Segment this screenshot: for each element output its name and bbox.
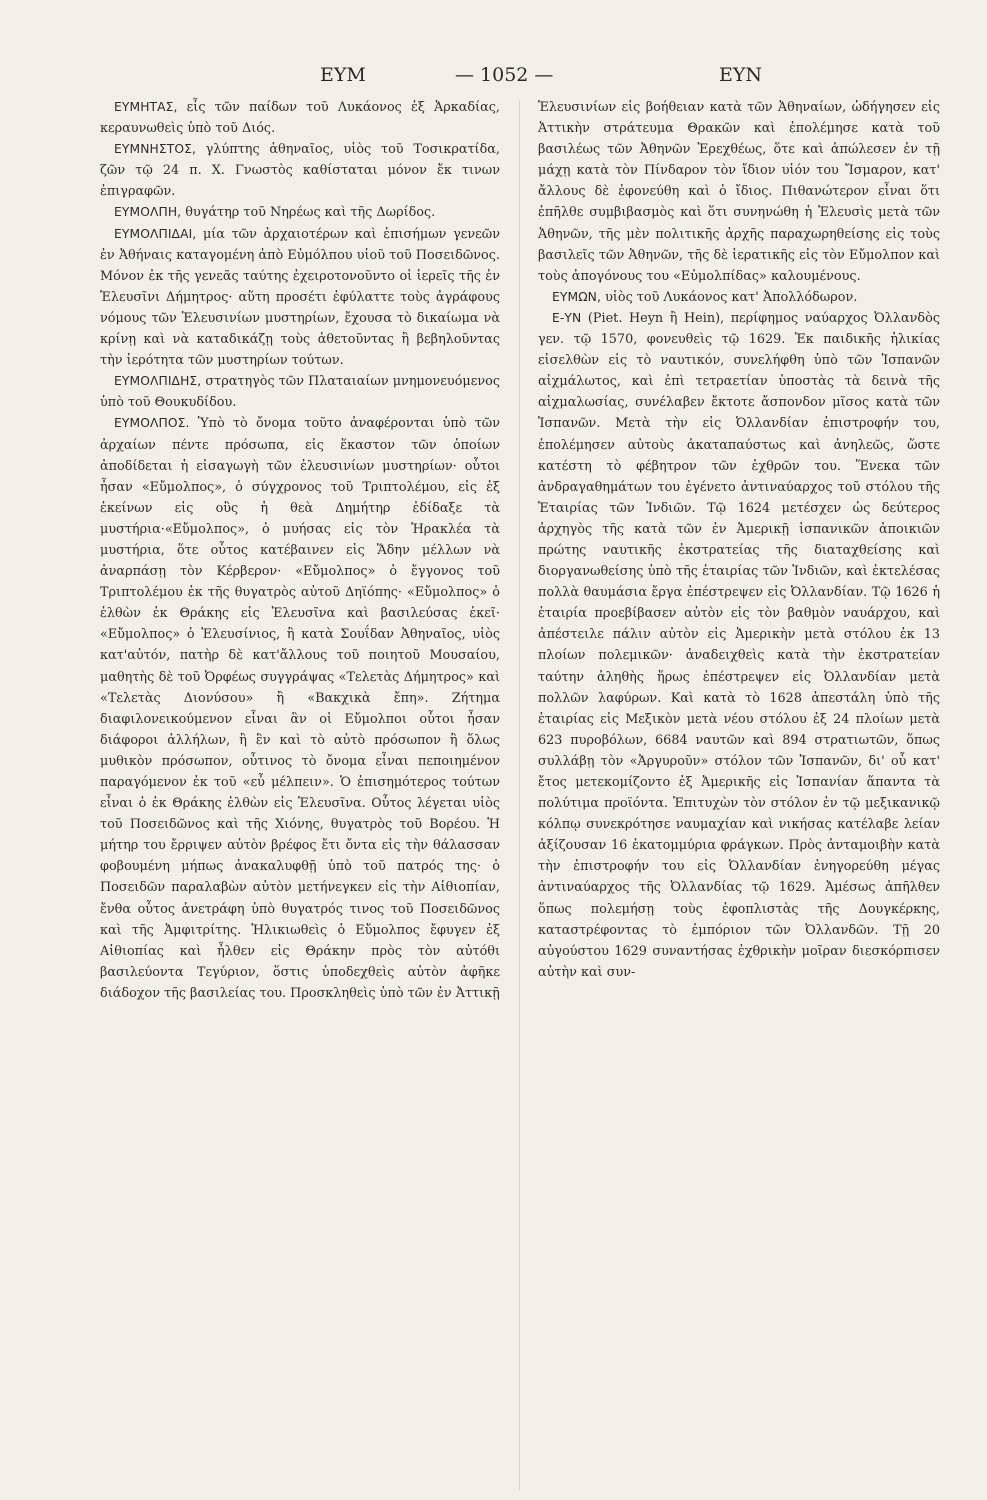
entry-text: υἱὸς τοῦ Λυκάονος κατ' Ἀπολλόδωρον. (601, 289, 858, 305)
entry-text: μία τῶν ἀρχαιοτέρων καὶ ἐπισήμων γενεῶν ἐν Ἀθήναις καταγομένη ἀπὸ Εὐμόλπου υἱοῦ τοῦ Ποσειδῶνος. Μόνον ἐκ τῆς γενεᾶς ταύτης ἐχειροτονοῦντο οἱ ἱερεῖς τῆς ἐν Ἐλευσῖνι Δήμητρος· αὕτη προσέτι ἐφύλαττε τοὺς ἀγράφους νόμους τῶν Ἐλευσινίων μυστηρίων, ἔχουσα τὸ δικαίωμα νὰ κρίνῃ καὶ νὰ καταδικάζῃ τοὺς ἀθετοῦντας ἢ βεβηλοῦντας τὴν ἱερότητα τῶν μυστηρίων τούτων. (100, 226, 500, 369)
entry-lemma: ΕΥΜΩΝ, (552, 289, 601, 304)
entry-lemma: ΕΥΜΟΛΠΙΔΗΣ, (114, 374, 202, 389)
entry (538, 287, 940, 308)
entry-text: Ὑπὸ τὸ ὄνομα τοῦτο ἀναφέρονται ὑπὸ τῶν ἀρχαίων πέντε πρόσωπα, εἰς ἕκαστον τῶν ὁποίων ἀποδίδεται ἡ εἰσαγωγὴ τῶν ἐλευσινίων μυστηρίων· οὗτοι ἦσαν «Εὔμολπος», ὁ σύγχρονος τοῦ Τριπτολέμου, εἰς ἐξ ἐκείνων εἰς οὓς ἡ θεὰ Δημήτηρ ἐδίδαξε τὰ μυστήρια·«Εὔμολπος», ὁ μυήσας εἰς τὸν Ἡρακλέα τὰ μυστήρια, ὅτε οὗτος κατέβαινεν εἰς Ἅδην μέλλων νὰ ἀναρπάσῃ τὸν Κέρβερον· «Εὔμολπος» ὁ ἔγγονος τοῦ Τριπτολέμου ἐκ τῆς θυγατρὸς αὐτοῦ Δηϊόπης· «Εὔμολπος» ὁ ἐλθὼν ἐκ Θράκης εἰς Ἐλευσῖνα καὶ βασιλεύσας ἐκεῖ· «Εὔμολπος» ὁ Ἐλευσίνιος, ἢ κατὰ Σουΐδαν Ἀθηναῖος, υἱὸς κατ'αὐτόν, πατὴρ δὲ κατ'ἄλλους τοῦ ποιητοῦ Μουσαίου, μαθητὴς δὲ τοῦ Ὀρφέως συγγράψας «Τελετὰς Δήμητρος» καὶ «Τελετὰς Διονύσου» ἢ «Βακχικὰ ἔπη». Ζήτημα διαφιλονεικούμενον εἶναι ἂν οἱ Εὔμολποι οὗτοι ἦσαν διάφοροι ἀλλήλων, ἢ ἓν καὶ τὸ αὐτὸ πρόσωπον ἢ ὅλως μυθικὸν πρόσωπον, οὗτινος τὸ ὄνομα εἶναι πεποιημένον παραγόμενον ἐκ τοῦ «εὖ μέλπειν». Ὁ ἐπισημότερος τούτων εἶναι ὁ ἐκ Θράκης ἐλθὼν εἰς Ἐλευσῖνα. Οὗτος λέγεται υἱὸς τοῦ Ποσειδῶνος καὶ τῆς Χιόνης, θυγατρὸς τοῦ Βορέου. Ἡ μήτηρ του ἔρριψεν αὐτὸν βρέφος ἔτι ὄντα εἰς τὴν θάλασσαν φοβουμένη μήπως ἀνακαλυφθῇ ὑπὸ τοῦ πατρός της· ὁ Ποσειδῶν παραλαβὼν αὐτὸν μετήνεγκεν εἰς τὴν Αἰθιοπίαν, ἔνθα οὗτος ἀνετράφη ὑπὸ θυγατρός τινος τοῦ Ποσειδῶνος καὶ τῆς Ἀμφιτρίτης. Ἡλικιωθεὶς ὁ Εὔμολπος ἔφυγεν ἐξ Αἰθιοπίας καὶ ἦλθεν εἰς Θράκην πρὸς τὸν αὐτόθι βασιλεύοντα Τεγύριον, ὅστις ὑποδεχθεὶς αὐτὸν ἀφῆκε διάδοχον τῆς βασιλείας του. Προσκληθεὶς ὑπὸ τῶν ἐν Ἀττικῇ (100, 416, 500, 1001)
entry (538, 308, 940, 983)
header-left-guide-word: ΕΥΜ (320, 64, 366, 86)
right-column (538, 97, 940, 983)
column-divider (519, 100, 520, 1490)
entry (100, 139, 500, 202)
entry-lemma: ΕΥΜΟΛΠΗ, (114, 205, 182, 220)
entry-text: στρατηγὸς τῶν Πλαταιαίων μνημονευόμενος ὑπὸ τοῦ Θουκυδίδου. (100, 374, 500, 411)
page-number: — 1052 — (455, 64, 554, 86)
left-column (100, 97, 500, 1004)
entry-text: εἷς τῶν παίδων τοῦ Λυκάονος ἐξ Ἀρκαδίας, κεραυνωθεὶς ὑπὸ τοῦ Διός. (100, 100, 500, 137)
entry (100, 413, 500, 1004)
entry-lemma: ΕΥΜΟΛΠΙΔΑΙ, (114, 226, 197, 241)
running-header (0, 64, 987, 88)
entry-text: Ἐλευσινίων εἰς βοήθειαν κατὰ τῶν Ἀθηναίων, ὡδήγησεν εἰς Ἀττικὴν στράτευμα Θρακῶν καὶ ἐπολέμησε κατὰ τοῦ βασιλέως τῶν Ἀθηνῶν Ἐρεχθέως, ὅτε καὶ ἀπώλεσεν ἐν τῇ μάχῃ κατὰ τὸν Πίνδαρον τὸν ἴδιον υἱόν του Ἴσμαρον, κατ' ἄλλους δὲ ἐφονεύθη καὶ ὁ ἴδιος. Πιθανώτερον εἶναι ὅτι ἐπῆλθε συμβιβασμὸς καὶ ὅτι συνηνώθη ἡ Ἐλευσὶς μετὰ τῶν Ἀθηνῶν, τῆς μὲν πολιτικῆς ἀρχῆς παραχωρηθείσης εἰς τοὺς βασιλεῖς τῶν Ἀθηνῶν, τῆς δὲ ἱερατικῆς εἰς τὸν Εὔμολπον καὶ τοὺς ἀπογόνους του «Εὐμολπίδας» καλουμένους. (538, 100, 940, 284)
entry (100, 202, 500, 223)
entry-continuation (538, 97, 940, 287)
entry-text: γλύπτης ἀθηναῖος, υἱὸς τοῦ Τοσικρατίδα, ζῶν τῷ 24 π. Χ. Γνωστὸς καθίσταται μόνον ἔκ τινων ἐπιγραφῶν. (100, 142, 500, 200)
entry-lemma: ΕΥΜΗΤΑΣ, (114, 100, 178, 114)
entry-lemma: ΕΥΜΝΗΣΤΟΣ, (114, 142, 196, 157)
entry (100, 371, 500, 413)
entry-lemma: Ε-ΥΝ (552, 310, 582, 325)
entry-text: θυγάτηρ τοῦ Νηρέως καὶ τῆς Δωρίδος. (181, 205, 436, 221)
entry-text: (Piet. Heyn ἢ Hein), περίφημος ναύαρχος Ὀλλανδὸς γεν. τῷ 1570, φονευθεὶς τῷ 1629. Ἐκ παιδικῆς ἡλικίας εἰσελθὼν εἰς τὸ ναυτικόν, συνελήφθη ὑπὸ τῶν Ἱσπανῶν αἰχμάλωτος, καὶ ἐπὶ τετραετίαν ὑποστὰς τὰ δεινὰ τῆς αἰχμαλωσίας, συνέλαβεν ἔκτοτε ἄσπονδον μῖσος κατὰ τῶν Ἱσπανῶν. Μετὰ τὴν εἰς Ὀλλανδίαν ἐπιστροφήν του, ἐπολέμησεν αὐτοὺς ἀκαταπαύστως καὶ ἀνηλεῶς, ὥστε κατέστη τὸ φέβητρον τῶν ἐχθρῶν του. Ἕνεκα τῶν ἀνδραγαθημάτων του ἐγένετο ἀντιναύαρχος τοῦ στόλου τῆς Ἑταιρίας τῶν Ἰνδιῶν. Τῷ 1624 μετέσχεν ὡς δεύτερος ἀρχηγὸς τῆς κατὰ τῶν ἐν Ἀμερικῇ ἱσπανικῶν ἀποικιῶν πρώτης ναυτικῆς ἐκστρατείας τῆς διαταχθείσης καὶ διοργανωθείσης ὑπὸ τῆς ἑταιρίας τῶν Ἰνδιῶν, καὶ ἐκτελέσας πολλὰ θαυμάσια ἔργα ἐπέστρεψεν εἰς Ὀλλανδίαν. Τῷ 1626 ἡ ἑταιρία προεβίβασεν αὐτὸν εἰς τὸν βαθμὸν ναυάρχου, καὶ ἀπέστειλε πάλιν αὐτὸν εἰς Ἀμερικὴν μετὰ στόλου ἐκ 13 πλοίων πολεμικῶν· ἀναδειχθεὶς κατὰ τὴν ἐκστρατείαν ταύτην ἀληθὴς ἥρως ἐπέστρεψεν εἰς Ὀλλανδίαν μετὰ πολλῶν λαφύρων. Καὶ κατὰ τὸ 1628 ἀπεστάλη ὑπὸ τῆς ἑταιρίας εἰς Μεξικὸν μετὰ νέου στόλου ἐξ 24 πλοίων μετὰ 623 πυροβόλων, 6684 ναυτῶν καὶ 894 στρατιωτῶν, ὅπως συλλάβῃ τὸν «Ἀργυροῦν» στόλον τῶν Ἱσπανῶν, δι' οὗ κατ' ἔτος μετεκομίζοντο ἐξ Ἀμερικῆς εἰς Ἱσπανίαν ἅπαντα τὰ πολύτιμα προϊόντα. Ἐπιτυχὼν τὸν στόλον ἐν τῷ μεξικανικῷ κόλπῳ συνεκρότησε ναυμαχίαν καὶ νικήσας κατέλαβε λείαν ἀξίζουσαν 16 ἑκατομμύρια φράγκων. Πρὸς ἀνταμοιβὴν κατὰ τὴν ἐπιστροφήν του εἰς Ὀλλανδίαν ἐνηγορεύθη μέγας ἀντιναύαρχος τῆς Ὀλλανδίας τῷ 1629. Ἀμέσως ἀπῆλθεν ὅπως πολεμήσῃ τοὺς ἐφοπλιστὰς τῆς Δουγκέρκης, καταστρέφοντας τὸ ἐμπόριον τῶν Ὀλλανδῶν. Τῇ 20 αὐγούστου 1629 συναντήσας ἐχθρικὴν μοῖραν διεσκόρπισεν αὐτὴν καὶ συν- (538, 310, 940, 980)
entry-lemma: ΕΥΜΟΛΠΟΣ. (114, 416, 190, 431)
entry (100, 224, 500, 372)
entry (100, 97, 500, 139)
header-right-guide-word: ΕΥΝ (719, 64, 763, 86)
